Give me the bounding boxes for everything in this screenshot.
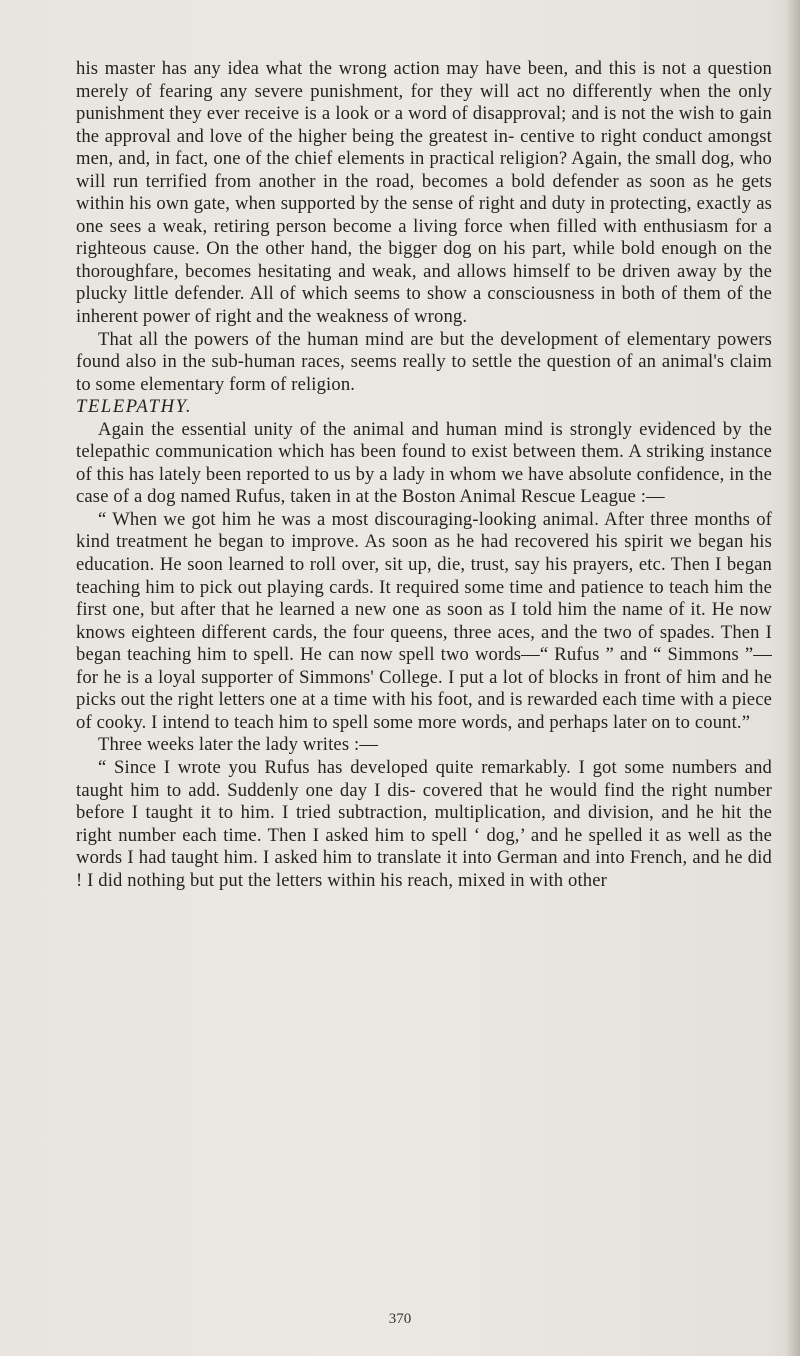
paragraph-human-mind: That all the powers of the human mind are but the development of elementary powers found also in the sub-human races, seems really to settle the question of an animal's claim to some elementary form of religion.	[76, 328, 772, 395]
paragraph-telepathy-intro: Again the essential unity of the animal and human mind is strongly evidenced by the telepathic communication which has been found to exist between them. A striking instance of this has lately been reported to us by a lady in whom we have absolute confidence, in the case of a dog named Rufus, taken in at the Boston Animal Rescue League :—	[76, 418, 772, 508]
section-heading-telepathy: TELEPATHY.	[76, 396, 193, 418]
page-edge-shadow	[786, 0, 800, 1356]
body-text	[76, 58, 772, 892]
paragraph-second-letter: “ Since I wrote you Rufus has developed quite remarkably. I got some numbers and taught him to add. Suddenly one day I dis- covered that he would find the right number before I taught it to him. I tried subtraction, multiplication, and division, and he hit the right number each time. Then I asked him to spell ‘ dog,’ and he spelled it as well as the words I had taught him. I asked him to translate it into German and into French, and he did ! I did nothing but put the letters within his reach, mixed in with other	[76, 756, 772, 891]
page-number: 370	[388, 1311, 412, 1327]
paragraph-three-weeks-later: Three weeks later the lady writes :—	[98, 734, 379, 756]
paragraph-dog-conduct: his master has any idea what the wrong action may have been, and this is not a question merely of fearing any severe punishment, for they will act no differently when the only punishment they ever receive is a look or a word of disapproval; and is not the wish to gain the approval and love of the higher being the greatest in- centive to right conduct amongst men, and, in fact, one of the chief elements in practical religion? Again, the small dog, who will run terrified from another in the road, becomes a bold defender as soon as he gets within his own gate, when supported by the sense of right and duty in protecting, exactly as one sees a weak, retiring person become a living force when filled with enthusiasm for a righteous cause. On the other hand, the bigger dog on his part, while bold enough on the thoroughfare, becomes hesitating and weak, and allows himself to be driven away by the plucky little defender. All of which seems to show a consciousness in both of them of the inherent power of right and the weakness of wrong.	[76, 58, 772, 328]
paragraph-rufus-quote: “ When we got him he was a most discouraging-looking animal. After three months of kind treatment he began to improve. As soon as he had recovered his spirit we began his education. He soon learned to roll over, sit up, die, trust, say his prayers, etc. Then I began teaching him to pick out playing cards. It required some time and patience to teach him the first one, but after that he learned a new one as soon as I told him the name of it. He now knows eighteen different cards, the four queens, three aces, and the two of spades. Then I began teaching him to spell. He can now spell two words—“ Rufus ” and “ Simmons ”—for he is a loyal supporter of Simmons' College. I put a lot of blocks in front of him and he picks out the right letters one at a time with his foot, and is rewarded each time with a piece of cooky. I intend to teach him to spell some more words, and perhaps later on to count.”	[76, 508, 772, 733]
